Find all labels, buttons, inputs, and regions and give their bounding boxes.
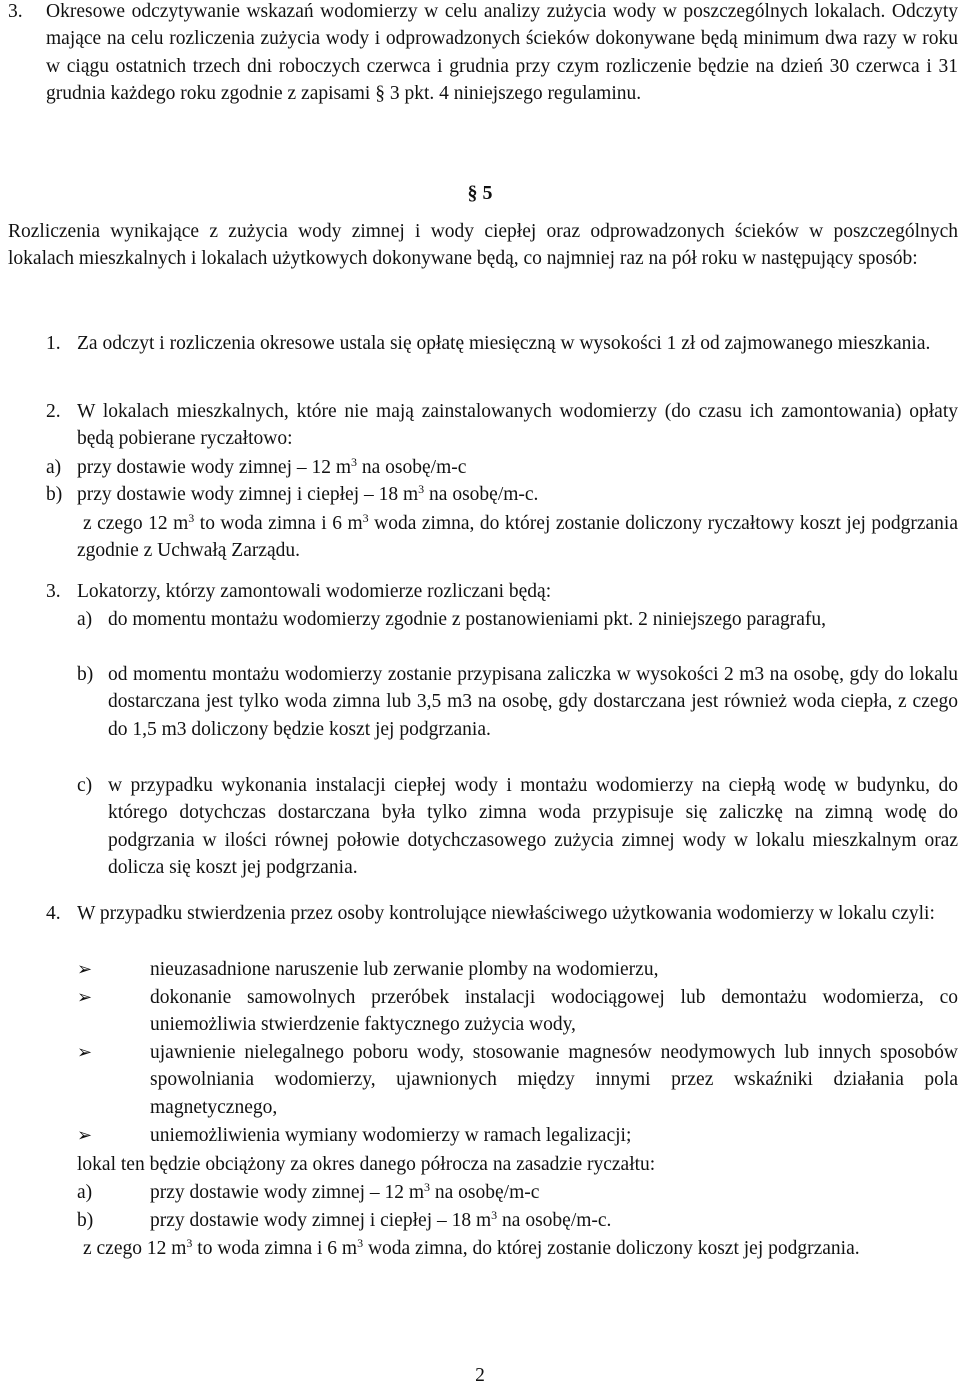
item-3b-text: od momentu montażu wodomierzy zostanie przypisana zaliczka w wysokości 2 m3 na osobę, gdy do lokalu dostarczana jest tylko woda zimna lub 3,5 m3 na osobę, gdy dostarczana jest również woda ciepła, z czego do 1,5 m3 doliczony będzie koszt jej podgrzania. xyxy=(108,664,958,740)
arrow-bullet-icon: ➢ xyxy=(77,987,93,1008)
item-number: 4. xyxy=(46,903,61,924)
item-2b-tail: na osobę/m-c. xyxy=(424,484,539,505)
item-1-text: Za odczyt i rozliczenia okresowe ustala się opłatę miesięczną w wysokości 1 zł od zajmowanego mieszkania. xyxy=(77,333,931,354)
bullet-item: dokonanie samowolnych przeróbek instalacji wodociągowej lub demontażu wodomierza, co uniemożliwia stwierdzenie faktycznego zużycia wody, xyxy=(150,987,958,1036)
note-text: woda zimna, do której zostanie doliczony ryczałtowy koszt jej podgrzania zgodnie z Uchwałą Zarządu. xyxy=(77,513,959,562)
item-2a-tail: na osobę/m-c xyxy=(357,457,467,478)
list-label: c) xyxy=(77,775,93,796)
section-heading: § 5 xyxy=(467,182,493,204)
list-label: a) xyxy=(77,1182,93,1203)
bullet-item: uniemożliwienia wymiany wodomierzy w ramach legalizacji; xyxy=(150,1125,632,1146)
superscript: 3 xyxy=(491,1208,498,1222)
item-4b-tail: na osobę/m-c. xyxy=(497,1210,612,1231)
item-4b xyxy=(150,1207,958,1234)
section-intro: Rozliczenia wynikające z zużycia wody zimnej i wody ciepłej oraz odprowadzonych ścieków w poszczególnych lokalach mieszkalnych i lokalach użytkowych dokonywane będą, co najmniej raz na pół roku w następujący sposób: xyxy=(8,221,958,270)
list-label: b) xyxy=(46,484,63,505)
superscript: 3 xyxy=(362,511,369,525)
item-2-text: W lokalach mieszkalnych, które nie mają zainstalowanych wodomierzy (do czasu ich zamontowania) opłaty będą pobierane ryczałtowo: xyxy=(77,401,958,450)
item-3-text: Lokatorzy, którzy zamontowali wodomierze rozliczani będą: xyxy=(77,581,552,602)
arrow-bullet-icon: ➢ xyxy=(77,1125,93,1146)
note-text: to woda zimna i 6 m xyxy=(192,1238,358,1259)
list-label: a) xyxy=(46,457,62,478)
superscript: 3 xyxy=(418,482,425,496)
bullet-item: nieuzasadnione naruszenie lub zerwanie plomby na wodomierzu, xyxy=(150,959,659,980)
item-2b-text: przy dostawie wody zimnej i ciepłej – 18 m xyxy=(77,484,419,505)
superscript: 3 xyxy=(424,1180,431,1194)
list-label: a) xyxy=(77,609,93,630)
arrow-bullet-icon: ➢ xyxy=(77,1042,93,1063)
item-4a-tail: na osobę/m-c xyxy=(430,1182,540,1203)
note-text: woda zimna, do której zostanie doliczony koszt jej podgrzania. xyxy=(363,1238,860,1259)
superscript: 3 xyxy=(351,455,358,469)
arrow-bullet-icon: ➢ xyxy=(77,959,93,980)
item-4-conclusion: lokal ten będzie obciążony za okres danego półrocza na zasadzie ryczałtu: xyxy=(77,1154,656,1175)
list-label: b) xyxy=(77,664,94,685)
item-number: 2. xyxy=(46,401,61,422)
item-number: 3. xyxy=(8,1,23,22)
superscript: 3 xyxy=(188,511,195,525)
item-4a xyxy=(150,1179,958,1206)
item-2a xyxy=(77,454,958,481)
superscript: 3 xyxy=(357,1236,364,1250)
note-text: z czego 12 m xyxy=(83,513,189,534)
item-4a-text: przy dostawie wody zimnej – 12 m xyxy=(150,1182,425,1203)
item-4-note xyxy=(77,1235,958,1262)
item-2-note xyxy=(77,510,958,565)
item-3a-text: do momentu montażu wodomierzy zgodnie z postanowieniami pkt. 2 niniejszego paragrafu, xyxy=(108,609,827,630)
list-label: b) xyxy=(77,1210,94,1231)
bullet-item: ujawnienie nielegalnego poboru wody, stosowanie magnesów neodymowych lub innych sposobów spowolniania wodomierzy, ujawnionych między innymi przez wskaźniki działania pola magnetycznego, xyxy=(150,1042,958,1118)
item-number: 3. xyxy=(46,581,61,602)
item-4b-text: przy dostawie wody zimnej i ciepłej – 18 m xyxy=(150,1210,492,1231)
item-2a-text: przy dostawie wody zimnej – 12 m xyxy=(77,457,352,478)
item-number: 1. xyxy=(46,333,61,354)
superscript: 3 xyxy=(186,1236,193,1250)
item-2b xyxy=(77,481,958,508)
note-text: z czego 12 m xyxy=(83,1238,187,1259)
note-text: to woda zimna i 6 m xyxy=(194,513,363,534)
paragraph-meter-reading: Okresowe odczytywanie wskazań wodomierzy w celu analizy zużycia wody w poszczególnych lokalach. Odczyty mające na celu rozliczenia zużycia wody i odprowadzonych ścieków dokonywane będą minimum dwa razy w roku w ciągu ostatnich trzech dni roboczych czerwca i grudnia przy czym rozliczenie będzie na dzień 30 czerwca i 31 grudnia każdego roku zgodnie z zapisami § 3 pkt. 4 niniejszego regulaminu. xyxy=(46,1,958,105)
item-4-text: W przypadku stwierdzenia przez osoby kontrolujące niewłaściwego użytkowania wodomierzy w lokalu czyli: xyxy=(77,903,935,924)
page-number: 2 xyxy=(475,1365,485,1386)
item-3c-text: w przypadku wykonania instalacji ciepłej wody i montażu wodomierzy na ciepłą wodę w budynku, do którego dotychczas dostarczana była tylko zimna woda przypisuje się zaliczkę na zimną wodę do podgrzania w ilości równej połowie dotychczasowego zużycia zimnej wody w lokalu mieszkalnym oraz dolicza się koszt jej podgrzania. xyxy=(108,775,958,879)
